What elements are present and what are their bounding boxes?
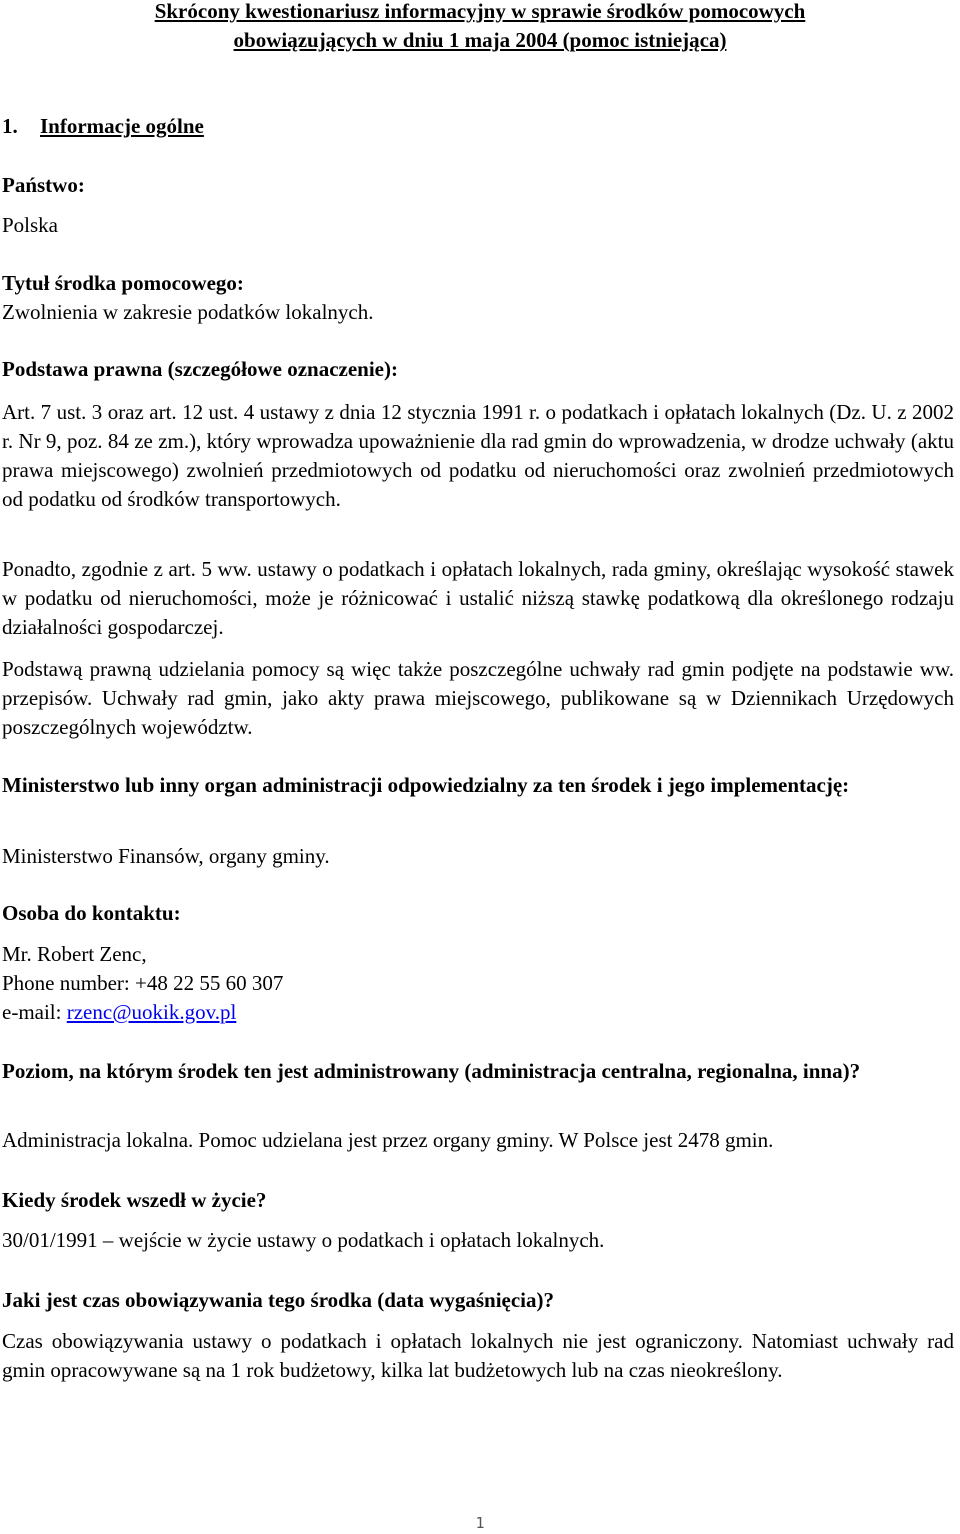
contact-phone: Phone number: +48 22 55 60 307	[2, 971, 284, 995]
entry-into-force-value: 30/01/1991 – wejście w życie ustawy o podatkach i opłatach lokalnych.	[2, 1228, 605, 1252]
section-heading-general-info	[2, 112, 954, 141]
legal-basis-paragraph-2: Ponadto, zgodnie z art. 5 ww. ustawy o podatkach i opłatach lokalnych, rada gminy, określając wysokość stawek w podatku od nieruchomości, może je różnicować i ustalić niższą stawkę podatkową dla określonego rodzaju działalności gospodarczej.	[2, 557, 954, 639]
section-number: 1.	[2, 114, 18, 138]
duration-value: Czas obowiązywania ustawy o podatkach i opłatach lokalnych nie jest ograniczony. Natomiast uchwały rad gmin opracowywane są na 1 rok budżetowy, kilka lat budżetowych lub na czas nieokreślony.	[2, 1329, 954, 1382]
ministry-value: Ministerstwo Finansów, organy gminy.	[2, 844, 330, 868]
duration-label: Jaki jest czas obowiązywania tego środka (data wygaśnięcia)?	[2, 1288, 555, 1312]
contact-email-prefix: e-mail:	[2, 1000, 67, 1024]
state-value: Polska	[2, 213, 59, 237]
state-label: Państwo:	[2, 173, 85, 197]
entry-into-force-label: Kiedy środek wszedł w życie?	[2, 1188, 267, 1212]
measure-title-label: Tytuł środka pomocowego:	[2, 271, 244, 295]
ministry-label: Ministerstwo lub inny organ administracji odpowiedzialny za ten środek i jego implementację:	[2, 773, 850, 797]
admin-level-label: Poziom, na którym środek ten jest administrowany (administracja centralna, regionalna, inna)?	[2, 1059, 861, 1083]
contact-email-line	[2, 998, 954, 1027]
contact-name: Mr. Robert Zenc,	[2, 942, 147, 966]
measure-title-value: Zwolnienia w zakresie podatków lokalnych.	[2, 300, 374, 324]
legal-basis-paragraph-3: Podstawą prawną udzielania pomocy są więc także poszczególne uchwały rad gmin podjęte na podstawie ww. przepisów. Uchwały rad gmin, jako akty prawa miejscowego, publikowane są w Dziennikach Urzędowych poszczególnych województw.	[2, 657, 954, 739]
page-number: 1	[475, 1514, 485, 1532]
document-title-line1: Skrócony kwestionariusz informacyjny w sprawie środków pomocowych	[154, 0, 806, 23]
contact-email-link[interactable]: rzenc@uokik.gov.pl	[66, 1000, 237, 1024]
admin-level-value: Administracja lokalna. Pomoc udzielana jest przez organy gminy. W Polsce jest 2478 gmin.	[2, 1128, 774, 1152]
document-title-line2: obowiązujących w dniu 1 maja 2004 (pomoc istniejąca)	[233, 28, 727, 52]
legal-basis-paragraph-1: Art. 7 ust. 3 oraz art. 12 ust. 4 ustawy z dnia 12 stycznia 1991 r. o podatkach i opłatach lokalnych (Dz. U. z 2002 r. Nr 9, poz. 84 ze zm.), który wprowadza upoważnienie dla rad gmin do wprowadzenia, w drodze uchwały (aktu prawa miejscowego) zwolnień przedmiotowych od podatku od nieruchomości oraz zwolnień przedmiotowych od podatku od środków transportowych.	[2, 400, 954, 511]
legal-basis-label: Podstawa prawna (szczegółowe oznaczenie):	[2, 357, 398, 381]
contact-label: Osoba do kontaktu:	[2, 901, 181, 925]
section-heading-text: Informacje ogólne	[40, 114, 204, 138]
document-title	[0, 0, 960, 55]
